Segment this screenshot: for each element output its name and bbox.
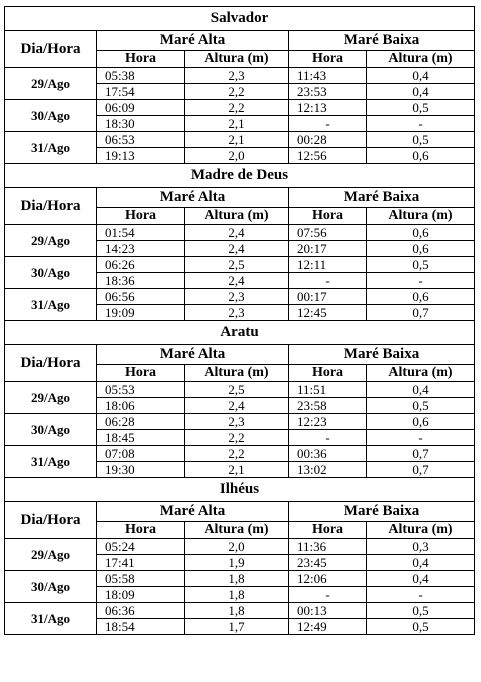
low-tide-time: 12:45 bbox=[289, 305, 367, 321]
column-group-header-row bbox=[5, 345, 475, 365]
table-row bbox=[5, 225, 475, 241]
high-hour-header: Hora bbox=[97, 51, 185, 68]
column-group-header-row bbox=[5, 188, 475, 208]
low-tide-time: 23:53 bbox=[289, 84, 367, 100]
station-name: Salvador bbox=[5, 7, 475, 31]
low-tide-height: 0,7 bbox=[367, 305, 475, 321]
low-tide-time: 00:36 bbox=[289, 446, 367, 462]
low-tide-header: Maré Baixa bbox=[289, 188, 475, 208]
high-tide-header: Maré Alta bbox=[97, 345, 289, 365]
low-height-header: Altura (m) bbox=[367, 522, 475, 539]
low-tide-time: 11:51 bbox=[289, 382, 367, 398]
low-tide-header: Maré Baixa bbox=[289, 502, 475, 522]
day-label: 29/Ago bbox=[5, 539, 97, 571]
low-tide-height: 0,6 bbox=[367, 289, 475, 305]
high-tide-height: 1,9 bbox=[185, 555, 289, 571]
table-row bbox=[5, 571, 475, 587]
table-row bbox=[5, 100, 475, 116]
low-tide-time: 23:58 bbox=[289, 398, 367, 414]
low-tide-time: 00:28 bbox=[289, 132, 367, 148]
low-tide-time: - bbox=[289, 273, 367, 289]
high-tide-height: 2,4 bbox=[185, 241, 289, 257]
low-tide-time: 20:17 bbox=[289, 241, 367, 257]
low-tide-time: 07:56 bbox=[289, 225, 367, 241]
low-tide-time: 12:11 bbox=[289, 257, 367, 273]
high-tide-height: 2,4 bbox=[185, 398, 289, 414]
low-tide-height: 0,4 bbox=[367, 382, 475, 398]
high-tide-time: 06:53 bbox=[97, 132, 185, 148]
low-tide-time: 11:36 bbox=[289, 539, 367, 555]
low-tide-height: 0,4 bbox=[367, 68, 475, 84]
low-tide-height: 0,6 bbox=[367, 148, 475, 164]
station-header-row bbox=[5, 321, 475, 345]
table-row bbox=[5, 382, 475, 398]
low-tide-height: 0,6 bbox=[367, 225, 475, 241]
day-hour-header: Dia/Hora bbox=[5, 502, 97, 539]
low-tide-height: 0,5 bbox=[367, 398, 475, 414]
high-tide-time: 19:30 bbox=[97, 462, 185, 478]
low-tide-height: - bbox=[367, 273, 475, 289]
high-tide-height: 1,8 bbox=[185, 587, 289, 603]
high-height-header: Altura (m) bbox=[185, 51, 289, 68]
high-tide-header: Maré Alta bbox=[97, 502, 289, 522]
table-row bbox=[5, 414, 475, 430]
day-label: 30/Ago bbox=[5, 100, 97, 132]
low-tide-time: 12:23 bbox=[289, 414, 367, 430]
high-hour-header: Hora bbox=[97, 365, 185, 382]
low-tide-time: 13:02 bbox=[289, 462, 367, 478]
station-header-row bbox=[5, 7, 475, 31]
low-tide-height: 0,7 bbox=[367, 446, 475, 462]
high-tide-time: 18:30 bbox=[97, 116, 185, 132]
day-label: 29/Ago bbox=[5, 225, 97, 257]
high-height-header: Altura (m) bbox=[185, 208, 289, 225]
low-tide-height: 0,5 bbox=[367, 132, 475, 148]
high-tide-time: 06:26 bbox=[97, 257, 185, 273]
day-label: 31/Ago bbox=[5, 446, 97, 478]
low-height-header: Altura (m) bbox=[367, 365, 475, 382]
high-tide-height: 2,2 bbox=[185, 430, 289, 446]
high-tide-height: 2,1 bbox=[185, 462, 289, 478]
day-label: 30/Ago bbox=[5, 414, 97, 446]
low-tide-height: 0,6 bbox=[367, 241, 475, 257]
day-hour-header: Dia/Hora bbox=[5, 31, 97, 68]
day-hour-header: Dia/Hora bbox=[5, 345, 97, 382]
low-tide-height: 0,3 bbox=[367, 539, 475, 555]
high-tide-height: 2,2 bbox=[185, 100, 289, 116]
table-row bbox=[5, 446, 475, 462]
high-tide-time: 06:56 bbox=[97, 289, 185, 305]
table-row bbox=[5, 132, 475, 148]
high-tide-time: 18:45 bbox=[97, 430, 185, 446]
high-tide-time: 18:36 bbox=[97, 273, 185, 289]
low-height-header: Altura (m) bbox=[367, 208, 475, 225]
low-tide-height: 0,7 bbox=[367, 462, 475, 478]
high-tide-time: 06:36 bbox=[97, 603, 185, 619]
table-row bbox=[5, 603, 475, 619]
tide-table bbox=[4, 6, 475, 635]
low-tide-height: - bbox=[367, 587, 475, 603]
high-tide-time: 05:53 bbox=[97, 382, 185, 398]
low-tide-height: 0,4 bbox=[367, 555, 475, 571]
table-row bbox=[5, 539, 475, 555]
high-tide-time: 19:13 bbox=[97, 148, 185, 164]
low-tide-header: Maré Baixa bbox=[289, 345, 475, 365]
low-tide-header: Maré Baixa bbox=[289, 31, 475, 51]
high-height-header: Altura (m) bbox=[185, 522, 289, 539]
low-hour-header: Hora bbox=[289, 522, 367, 539]
low-tide-height: 0,4 bbox=[367, 571, 475, 587]
low-tide-height: 0,5 bbox=[367, 603, 475, 619]
low-tide-time: 12:13 bbox=[289, 100, 367, 116]
high-tide-time: 06:28 bbox=[97, 414, 185, 430]
high-tide-height: 1,8 bbox=[185, 571, 289, 587]
high-tide-time: 01:54 bbox=[97, 225, 185, 241]
day-label: 30/Ago bbox=[5, 571, 97, 603]
high-tide-height: 2,3 bbox=[185, 305, 289, 321]
high-tide-height: 2,4 bbox=[185, 225, 289, 241]
high-tide-height: 2,5 bbox=[185, 382, 289, 398]
high-tide-height: 2,3 bbox=[185, 68, 289, 84]
high-tide-height: 1,8 bbox=[185, 603, 289, 619]
station-name: Aratu bbox=[5, 321, 475, 345]
high-tide-height: 2,1 bbox=[185, 116, 289, 132]
high-tide-height: 2,2 bbox=[185, 84, 289, 100]
high-tide-time: 14:23 bbox=[97, 241, 185, 257]
column-group-header-row bbox=[5, 31, 475, 51]
low-tide-height: 0,6 bbox=[367, 414, 475, 430]
low-hour-header: Hora bbox=[289, 365, 367, 382]
high-tide-header: Maré Alta bbox=[97, 188, 289, 208]
low-tide-time: 12:56 bbox=[289, 148, 367, 164]
high-tide-time: 07:08 bbox=[97, 446, 185, 462]
high-tide-time: 05:24 bbox=[97, 539, 185, 555]
high-tide-time: 17:41 bbox=[97, 555, 185, 571]
low-tide-height: - bbox=[367, 116, 475, 132]
table-row bbox=[5, 68, 475, 84]
low-tide-time: - bbox=[289, 587, 367, 603]
low-tide-height: 0,4 bbox=[367, 84, 475, 100]
low-hour-header: Hora bbox=[289, 51, 367, 68]
low-tide-height: 0,5 bbox=[367, 257, 475, 273]
low-tide-time: 00:17 bbox=[289, 289, 367, 305]
table-row bbox=[5, 289, 475, 305]
high-tide-time: 05:38 bbox=[97, 68, 185, 84]
station-header-row bbox=[5, 164, 475, 188]
high-tide-height: 2,2 bbox=[185, 446, 289, 462]
day-label: 30/Ago bbox=[5, 257, 97, 289]
day-label: 31/Ago bbox=[5, 289, 97, 321]
day-label: 29/Ago bbox=[5, 68, 97, 100]
station-header-row bbox=[5, 478, 475, 502]
day-label: 31/Ago bbox=[5, 603, 97, 635]
low-height-header: Altura (m) bbox=[367, 51, 475, 68]
high-tide-height: 2,5 bbox=[185, 257, 289, 273]
high-tide-height: 2,4 bbox=[185, 273, 289, 289]
low-tide-height: 0,5 bbox=[367, 619, 475, 635]
station-name: Madre de Deus bbox=[5, 164, 475, 188]
tide-tables bbox=[4, 6, 474, 635]
station-name: Ilhéus bbox=[5, 478, 475, 502]
high-tide-height: 1,7 bbox=[185, 619, 289, 635]
high-tide-height: 2,1 bbox=[185, 132, 289, 148]
high-tide-time: 19:09 bbox=[97, 305, 185, 321]
high-tide-time: 05:58 bbox=[97, 571, 185, 587]
high-tide-header: Maré Alta bbox=[97, 31, 289, 51]
high-tide-time: 18:54 bbox=[97, 619, 185, 635]
high-tide-time: 17:54 bbox=[97, 84, 185, 100]
high-tide-height: 2,3 bbox=[185, 414, 289, 430]
low-tide-time: 23:45 bbox=[289, 555, 367, 571]
low-tide-time: 12:06 bbox=[289, 571, 367, 587]
day-label: 29/Ago bbox=[5, 382, 97, 414]
low-tide-time: 11:43 bbox=[289, 68, 367, 84]
low-tide-time: 12:49 bbox=[289, 619, 367, 635]
high-tide-height: 2,0 bbox=[185, 148, 289, 164]
column-group-header-row bbox=[5, 502, 475, 522]
high-hour-header: Hora bbox=[97, 208, 185, 225]
low-hour-header: Hora bbox=[289, 208, 367, 225]
day-label: 31/Ago bbox=[5, 132, 97, 164]
high-tide-height: 2,3 bbox=[185, 289, 289, 305]
high-tide-time: 06:09 bbox=[97, 100, 185, 116]
high-tide-time: 18:06 bbox=[97, 398, 185, 414]
high-hour-header: Hora bbox=[97, 522, 185, 539]
day-hour-header: Dia/Hora bbox=[5, 188, 97, 225]
low-tide-time: - bbox=[289, 430, 367, 446]
table-row bbox=[5, 257, 475, 273]
low-tide-time: 00:13 bbox=[289, 603, 367, 619]
high-tide-time: 18:09 bbox=[97, 587, 185, 603]
high-tide-height: 2,0 bbox=[185, 539, 289, 555]
low-tide-time: - bbox=[289, 116, 367, 132]
high-height-header: Altura (m) bbox=[185, 365, 289, 382]
low-tide-height: - bbox=[367, 430, 475, 446]
low-tide-height: 0,5 bbox=[367, 100, 475, 116]
